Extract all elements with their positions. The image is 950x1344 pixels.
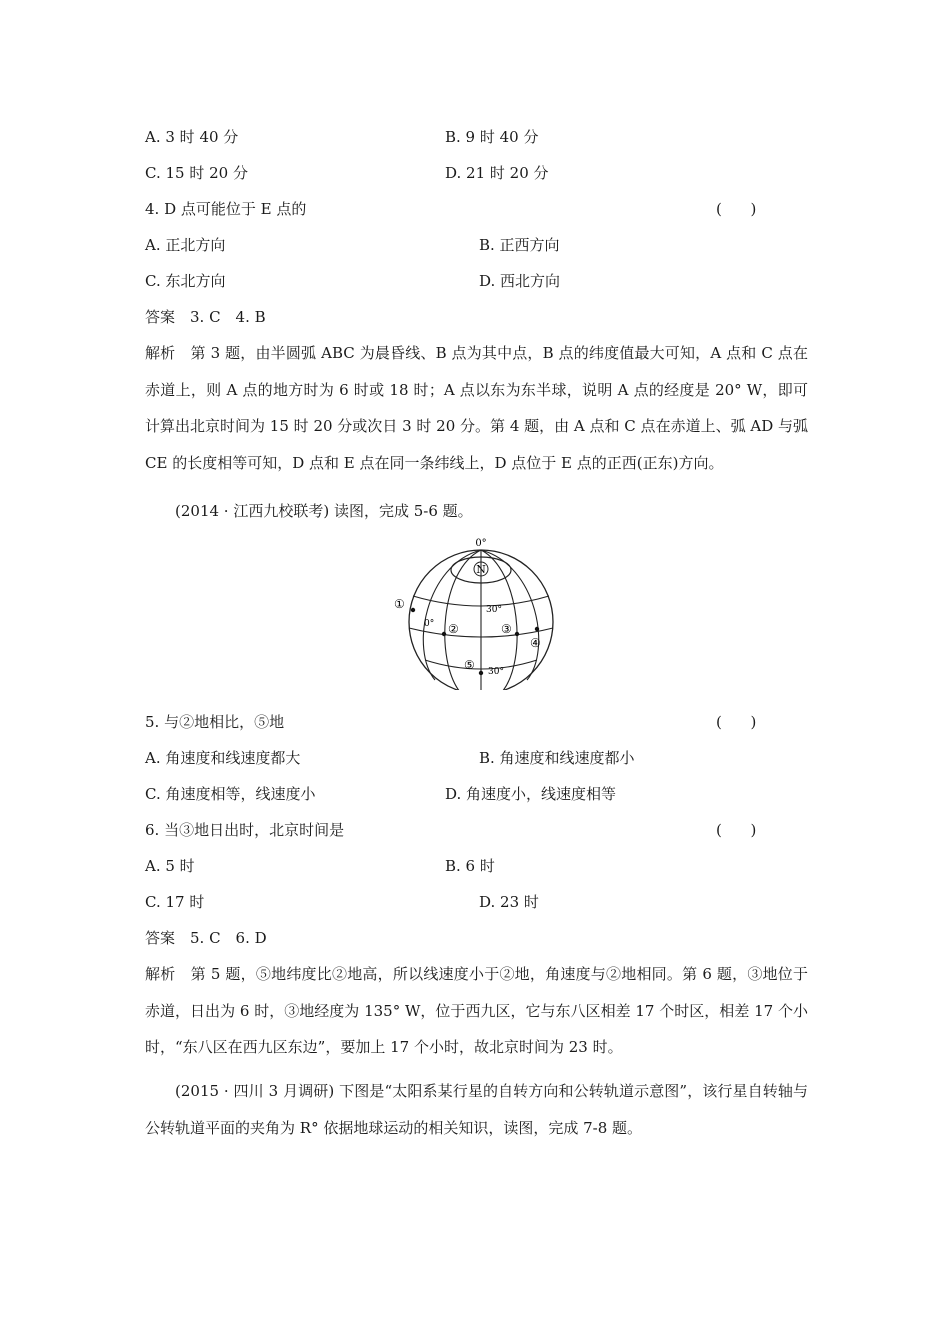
q4-option-d: D. 西北方向 xyxy=(479,272,561,290)
point-3-dot xyxy=(515,632,519,636)
point-2-label: ② xyxy=(448,622,459,636)
analysis-block-2: 解析 第 5 题，⑤地纬度比②地高，所以线速度小于②地，角速度与②地相同。第 6 题，③地位于赤道，日出为 6 时，③地经度为 135° W，位于西九区，它与东八区相差 17 个时区，相差 17 个小时，“东八区在西九区东边”，要加上 17 个小时，故北京时间为 23 时。 xyxy=(145,965,808,1056)
q4-stem: 4. D 点可能位于 E 点的 xyxy=(145,200,307,218)
q6-option-a: A. 5 时 xyxy=(145,857,195,875)
q4-option-c: C. 东北方向 xyxy=(145,272,226,290)
north-label: N xyxy=(476,563,486,576)
lat-0-label: 0° xyxy=(424,619,435,629)
analysis-block-1: 解析 第 3 题，由半圆弧 ABC 为晨昏线、B 点为其中点，B 点的纬度值最大可知，A 点和 C 点在赤道上，则 A 点的地方时为 6 时或 18 时；A 点以东为东半球，说明 A 点的经度是 20° W，即可计算出北京时间为 15 时 20 分或次日 3 时 20 分。第 4 题，由 A 点和 C 点在赤道上、弧 AD 与弧 CE 的长度相等可知，D 点和 E 点在同一条纬线上，D 点位于 E 点的正西(正东)方向。 xyxy=(145,344,808,472)
answer-block-2: 答案 5. C 6. D xyxy=(145,929,267,947)
q6-stem: 6. 当③地日出时，北京时间是 xyxy=(145,821,345,839)
answer-block-1: 答案 3. C 4. B xyxy=(145,308,266,326)
intro-questions-7-8: (2015 · 四川 3 月调研) 下图是“太阳系某行星的自转方向和公转轨道示意图”，该行星自转轴与公转轨道平面的夹角为 R° 依据地球运动的相关知识，读图，完成 7-8 题。 xyxy=(145,1082,808,1137)
q5-option-d: D. 角速度小，线速度相等 xyxy=(445,785,617,803)
q6-option-d: D. 23 时 xyxy=(479,893,539,911)
globe-figure xyxy=(380,530,570,690)
globe-diagram xyxy=(380,530,570,690)
q4-option-b: B. 正西方向 xyxy=(479,236,560,254)
q6-option-b: B. 6 时 xyxy=(445,857,495,875)
point-5-label: ⑤ xyxy=(464,658,475,672)
q5-option-b: B. 角速度和线速度都小 xyxy=(479,749,635,767)
q6-answer-bracket: ( ) xyxy=(716,821,757,839)
q4-option-a: A. 正北方向 xyxy=(145,236,226,254)
top-meridian-label: 0° xyxy=(475,538,487,549)
q3-option-a: A. 3 时 40 分 xyxy=(145,128,239,146)
q6-option-c: C. 17 时 xyxy=(145,893,205,911)
lat-30s-label: 30° xyxy=(488,667,504,677)
point-3-label: ③ xyxy=(501,622,512,636)
q5-answer-bracket: ( ) xyxy=(716,713,757,731)
q4-answer-bracket: ( ) xyxy=(716,200,757,218)
q5-option-a: A. 角速度和线速度都大 xyxy=(145,749,301,767)
q3-option-c: C. 15 时 20 分 xyxy=(145,164,248,182)
q3-option-d: D. 21 时 20 分 xyxy=(445,164,549,182)
lat-30n-label: 30° xyxy=(486,605,502,615)
q5-option-c: C. 角速度相等，线速度小 xyxy=(145,785,316,803)
q3-option-b: B. 9 时 40 分 xyxy=(445,128,539,146)
intro-questions-5-6: (2014 · 江西九校联考) 读图，完成 5-6 题。 xyxy=(175,502,473,520)
point-1-dot xyxy=(411,608,415,612)
point-1-label: ① xyxy=(394,597,405,611)
point-5-dot xyxy=(479,671,483,675)
point-4-label: ④ xyxy=(530,636,541,650)
point-2-dot xyxy=(442,632,446,636)
q5-stem: 5. 与②地相比，⑤地 xyxy=(145,713,285,731)
point-4-dot xyxy=(535,627,539,631)
